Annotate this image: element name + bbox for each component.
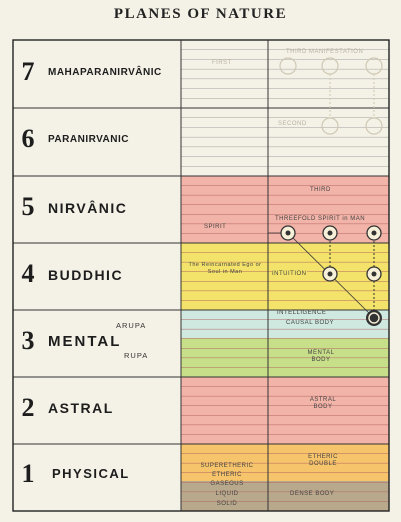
spirit-label: SPIRIT: [204, 224, 227, 230]
reincarnated-ego-label: The Reincarnated Ego or Soul in Man: [188, 262, 262, 275]
arupa-band: [181, 310, 389, 338]
plane-name-6: PARANIRVANIC: [48, 134, 130, 145]
arupa-label: ARUPA: [116, 321, 147, 330]
spirit-dot: [372, 231, 377, 236]
spirit-dot: [328, 272, 333, 277]
subplane-solid: SOLID: [216, 501, 238, 507]
plane-number-5: 5: [21, 192, 35, 221]
plane-number-4: 4: [21, 259, 35, 288]
dense-band: [181, 481, 389, 511]
rupa-label: RUPA: [124, 351, 149, 360]
third-label: THIRD: [310, 187, 331, 193]
spirit-dot: [286, 231, 291, 236]
plane-number-3: 3: [21, 326, 35, 355]
mental-body-label: MENTAL BODY: [307, 350, 335, 363]
etheric-band: [181, 444, 389, 481]
plane-name-7: MAHAPARANIRVÂNIC: [48, 67, 162, 78]
plane-number-7: 7: [21, 57, 35, 86]
intelligence-label: INTELLIGENCE: [277, 310, 327, 316]
buddhic-band: [181, 243, 389, 310]
plane-number-6: 6: [21, 124, 35, 153]
plane-name-5: NIRVÂNIC: [48, 200, 128, 216]
subplane-liquid: LIQUID: [215, 491, 239, 497]
faint-circle: [322, 58, 338, 74]
astral-band: [181, 377, 389, 444]
dense-body-label: DENSE BODY: [290, 491, 335, 497]
threefold-spirit-label: THREEFOLD SPIRIT in MAN: [275, 216, 366, 222]
spirit-dot: [328, 231, 333, 236]
plane-name-1: PHYSICAL: [52, 466, 130, 481]
etheric-double-label: ETHERIC DOUBLE: [308, 454, 338, 467]
plane-name-2: ASTRAL: [48, 400, 114, 416]
faint-circle: [366, 118, 382, 134]
intuition-label: INTUITION: [272, 271, 307, 277]
second-label: SECOND: [278, 121, 307, 127]
faint-circle: [322, 118, 338, 134]
faint-circle: [366, 58, 382, 74]
subplane-etheric: ETHERIC: [212, 472, 242, 478]
plane-number-1: 1: [21, 459, 35, 488]
plane-name-4: BUDDHIC: [48, 267, 124, 283]
plane-name-3: MENTAL: [48, 333, 122, 350]
first-label: FIRST: [212, 60, 232, 66]
diagram-title: PLANES OF NATURE: [113, 6, 288, 22]
spirit-dot: [372, 272, 377, 277]
subplane-gaseous: GASEOUS: [210, 481, 244, 487]
faint-circle: [280, 58, 296, 74]
astral-body-label: ASTRAL BODY: [309, 397, 337, 410]
causal-body-label: CAUSAL BODY: [286, 320, 334, 326]
plane-number-2: 2: [21, 393, 35, 422]
subplane-superetheric: SUPERETHERIC: [200, 463, 254, 469]
rupa-band: [181, 338, 389, 377]
third-manifestation-label: THIRD MANIFESTATION: [286, 49, 364, 55]
